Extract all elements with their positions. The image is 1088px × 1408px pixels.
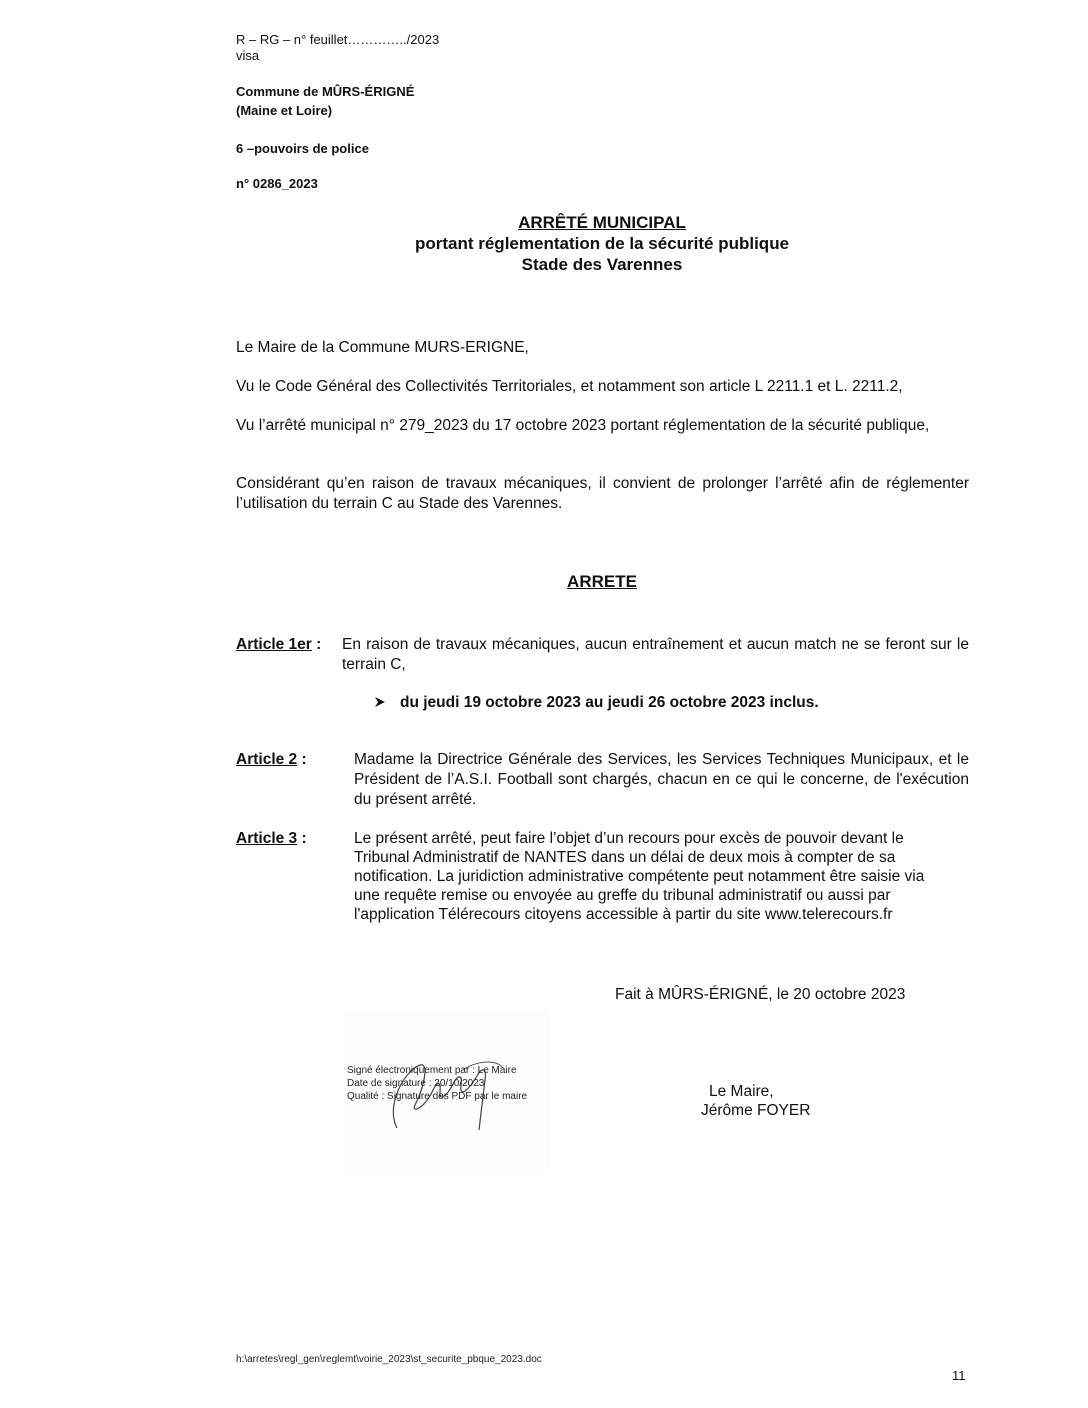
title-block [236, 212, 968, 275]
article-2-label [236, 750, 307, 770]
commune-name: Commune de MÛRS-ÉRIGNÉ [236, 84, 415, 99]
article-3-line: notification. La juridiction administrative compétente peut notamment être saisie via [354, 868, 925, 885]
preamble-considering: Considérant qu’en raison de travaux mécaniques, il convient de prolonger l’arrêté afin de réglementer l’utilisation du terrain C au Stade des Varennes. [236, 475, 969, 512]
preamble-previous-decree: Vu l’arrêté municipal n° 279_2023 du 17 octobre 2023 portant réglementation de la sécurité publique, [236, 417, 930, 434]
article-3-line: Tribunal Administratif de NANTES dans un délai de deux mois à compter de sa [354, 849, 896, 866]
title-location: Stade des Varennes [521, 255, 683, 274]
arrete-heading: ARRETE [567, 572, 637, 591]
arrow-bullet-icon [374, 696, 386, 708]
department-name: (Maine et Loire) [236, 103, 333, 118]
article-2-label-text: Article 2 [236, 751, 298, 768]
article-1-label [236, 635, 321, 655]
article-2-text: Madame la Directrice Générale des Services, les Services Techniques Municipaux, et le Président de l’A.S.I. Football sont chargés, chacun en ce qui le concerne, de l'exécution du présent arrêté. [354, 751, 969, 808]
e-signature-date: Date de signature : 20/10/2023 [347, 1078, 485, 1089]
reference-line: R – RG – n° feuillet…………../2023 [236, 32, 440, 47]
place-and-date: Fait à MÛRS-ÉRIGNÉ, le 20 octobre 2023 [615, 986, 906, 1003]
decree-number: n° 0286_2023 [236, 176, 318, 191]
category-label: 6 –pouvoirs de police [236, 141, 369, 156]
signer-title: Le Maire, [709, 1083, 774, 1100]
visa-label: visa [236, 48, 260, 63]
article-1-text: En raison de travaux mécaniques, aucun entraînement et aucun match ne se feront sur le terrain C, [342, 636, 969, 673]
article-3-text [354, 829, 974, 924]
title-subtitle: portant réglementation de la sécurité publique [414, 234, 790, 253]
signer-name: Jérôme FOYER [701, 1102, 811, 1119]
article-1-label-colon: : [311, 636, 322, 653]
page-number: 11 [952, 1368, 966, 1383]
article-3-line: Le présent arrêté, peut faire l’objet d’un recours pour excès de pouvoir devant le [354, 830, 904, 847]
preamble-code: Vu le Code Général des Collectivités Territoriales, et notamment son article L 2211.1 et L. 2211.2, [236, 378, 903, 395]
file-path: h:\arretes\regl_gen\reglemt\voirie_2023\st_securite_pbque_2023.doc [236, 1354, 542, 1365]
article-1-period: du jeudi 19 octobre 2023 au jeudi 26 octobre 2023 inclus. [400, 694, 819, 711]
e-signature-stamp [347, 1064, 527, 1103]
article-3-label [236, 829, 307, 849]
e-signature-quality: Qualité : Signature des PDF par le maire [347, 1091, 528, 1102]
article-3-label-text: Article 3 [236, 830, 298, 847]
page-title: ARRÊTÉ MUNICIPAL [518, 213, 686, 232]
article-3-line: une requête remise ou envoyée au greffe du tribunal administratif ou aussi par [354, 887, 891, 904]
article-3-label-colon: : [297, 830, 307, 847]
article-3-line: l'application Télérecours citoyens accessible à partir du site www.telerecours.fr [354, 906, 893, 923]
e-signature-signer: Signé électroniquement par : Le Maire [347, 1065, 517, 1076]
preamble-mayor: Le Maire de la Commune MURS-ERIGNE, [236, 339, 529, 356]
article-1-label-text: Article 1er [236, 636, 312, 653]
article-2-label-colon: : [297, 751, 307, 768]
article-1-bullet [374, 693, 819, 713]
